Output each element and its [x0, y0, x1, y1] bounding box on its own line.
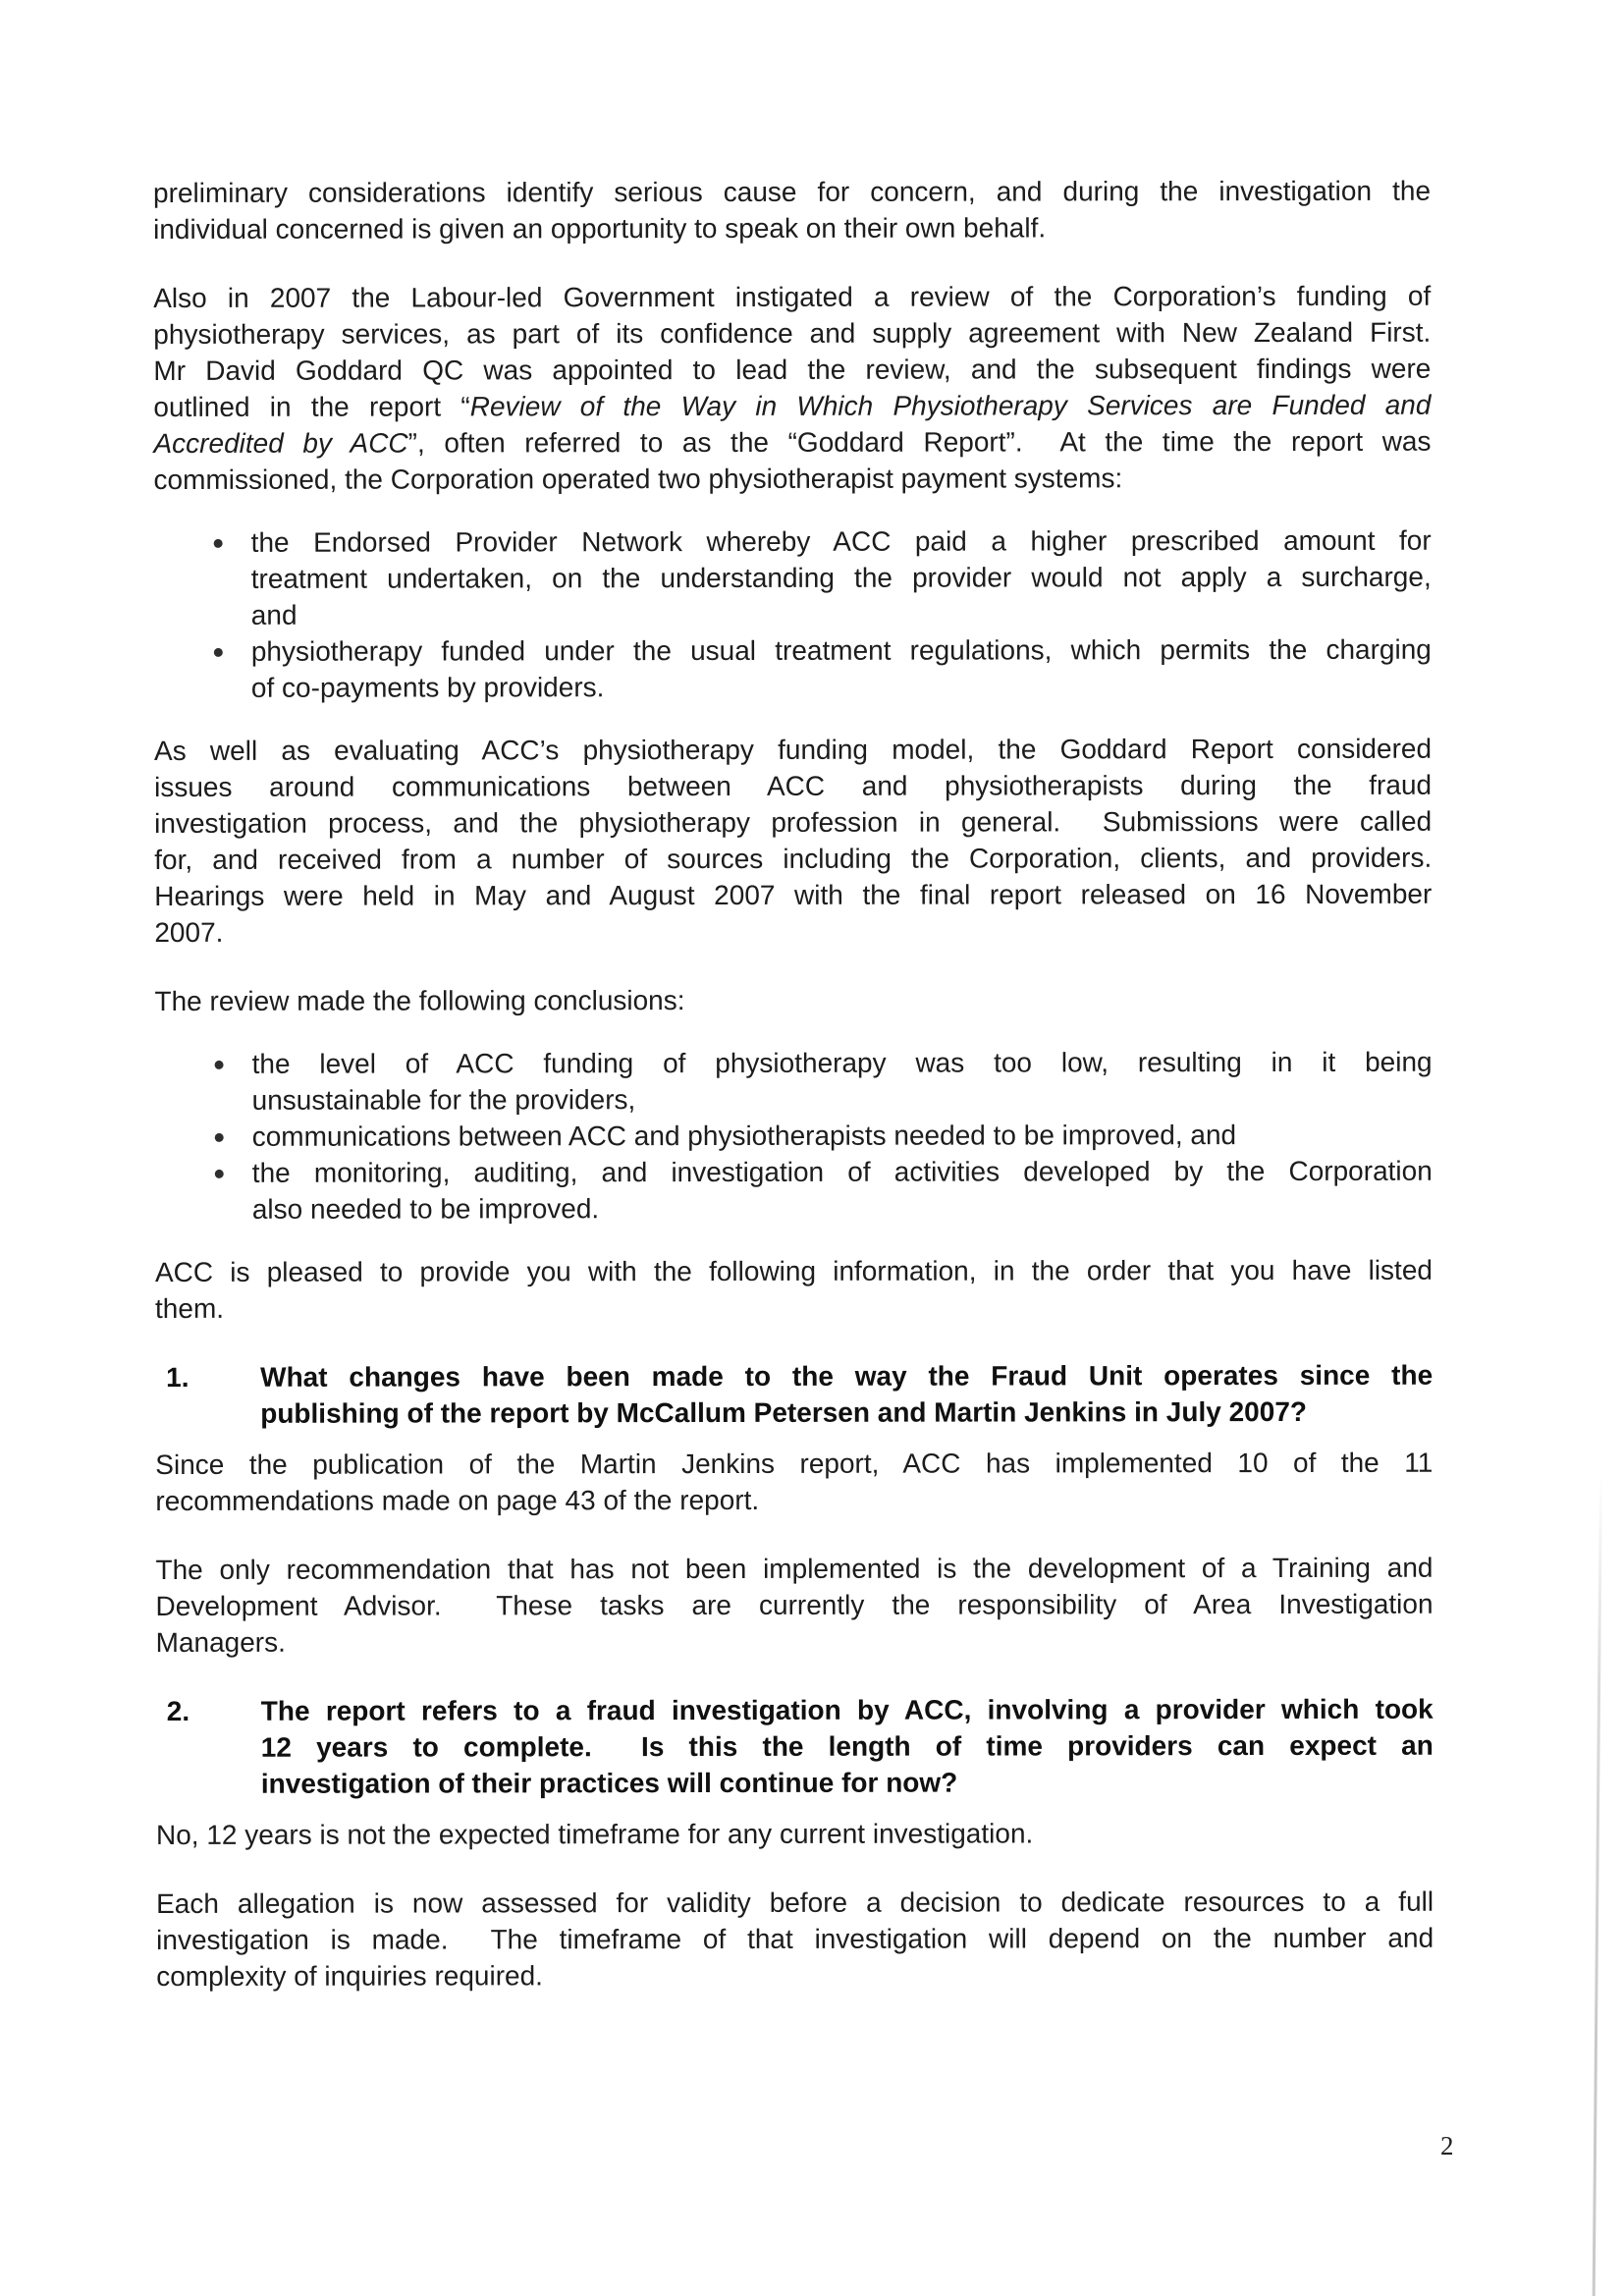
- bullet-text: [252, 1044, 1433, 1119]
- text-line: investigation process, and the physiotherapy profession in general. Submissions were called: [154, 805, 1433, 839]
- text-line: the level of ACC funding of physiotherapy was too low, resulting in it being: [251, 1046, 1433, 1079]
- question-number: 1.: [166, 1361, 189, 1393]
- bullet-icon: [215, 1133, 224, 1142]
- text-line: Also in 2007 the Labour-led Government instigated a review of the Corporation’s funding of: [153, 280, 1432, 313]
- text-line: No, 12 years is not the expected timeframe for any current investigation.: [155, 1818, 1034, 1850]
- question-number: 2.: [166, 1695, 190, 1726]
- bullet-marker: [154, 633, 251, 706]
- paragraph: [153, 173, 1431, 247]
- text-line: unsustainable for the providers,: [251, 1084, 636, 1116]
- paragraph: [156, 1815, 1434, 1853]
- text-line: commissioned, the Corporation operated two physiotherapist payment systems:: [153, 463, 1123, 495]
- bullet-item: [155, 1044, 1433, 1119]
- text-line: Development Advisor. These tasks are currently the responsibility of Area Investigation: [155, 1588, 1434, 1621]
- paragraph: [155, 1550, 1433, 1661]
- bullet-item: [154, 522, 1432, 633]
- bullet-item: [154, 631, 1432, 706]
- text-line: The only recommendation that has not been implemented is the development of a Training and: [155, 1552, 1434, 1585]
- text-line: them.: [154, 1292, 225, 1324]
- question-heading: [155, 1357, 1433, 1432]
- text-line: 2007.: [154, 916, 224, 948]
- text-line: Hearings were held in May and August 2007 with the final report released on 16 November: [154, 878, 1433, 911]
- paragraph: [153, 278, 1431, 498]
- text-line: the monitoring, auditing, and investigation of activities developed by the Corporation: [251, 1155, 1433, 1188]
- text-line: of co-payments by providers.: [250, 672, 605, 703]
- bullet-text: [252, 1153, 1433, 1228]
- text-line: treatment undertaken, on the understanding the provider would not apply a surcharge,: [250, 561, 1432, 594]
- text-line: What changes have been made to the way the Fraud Unit operates since the: [260, 1359, 1434, 1393]
- text-line: recommendations made on page 43 of the report.: [155, 1484, 760, 1516]
- text-line: outlined in the report “Review of the Way in Which Physiotherapy Services are Funded and: [153, 389, 1432, 422]
- text-line: and: [250, 599, 298, 630]
- text-line: Each allegation is now assessed for validity before a decision to dedicate resources to a full: [156, 1886, 1434, 1919]
- text-line: communications between ACC and physiotherapists needed to be improved, and: [251, 1120, 1237, 1152]
- text-line: preliminary considerations identify serious cause for concern, and during the investigation the: [153, 175, 1432, 208]
- question-text: [260, 1357, 1433, 1432]
- bullet-text: [252, 1117, 1433, 1155]
- text-line: also needed to be improved.: [251, 1193, 600, 1225]
- bullet-text: [251, 631, 1432, 706]
- bullet-marker: [154, 524, 251, 633]
- bullet-item: [155, 1153, 1433, 1228]
- bullet-marker: [155, 1119, 252, 1155]
- paragraph: [154, 981, 1432, 1019]
- text-line: for, and received from a number of sources including the Corporation, clients, and providers.: [154, 842, 1433, 875]
- bullet-icon: [214, 648, 223, 657]
- paragraph: [155, 1252, 1433, 1327]
- bullet-icon: [214, 539, 223, 548]
- text-line: complexity of inquiries required.: [156, 1960, 543, 1992]
- question-text: [261, 1691, 1434, 1802]
- question-heading: [156, 1691, 1434, 1802]
- text-line: Since the publication of the Martin Jenkins report, ACC has implemented 10 of the 11: [155, 1447, 1434, 1480]
- bullet-list: [154, 522, 1432, 706]
- text-line: investigation is made. The timeframe of that investigation will depend on the number and: [156, 1922, 1434, 1955]
- text-line: physiotherapy funded under the usual treatment regulations, which permits the charging: [250, 633, 1432, 667]
- bullet-text: [251, 522, 1432, 633]
- text-line: The report refers to a fraud investigation by ACC, involving a provider which took: [260, 1693, 1434, 1726]
- text-line: As well as evaluating ACC’s physiotherapy funding model, the Goddard Report considered: [153, 733, 1433, 766]
- scan-artifact-line: [1593, 1473, 1602, 2296]
- text-line: Accredited by ACC”, often referred to as the “Goddard Report”. At the time the report was: [153, 425, 1432, 459]
- document-body: [153, 173, 1434, 1995]
- text-line: individual concerned is given an opportunity to speak on their own behalf.: [153, 212, 1047, 245]
- text-line: investigation of their practices will continue for now?: [260, 1767, 958, 1799]
- paragraph: [154, 731, 1432, 951]
- text-line: physiotherapy services, as part of its confidence and supply agreement with New Zealand First.: [153, 316, 1432, 350]
- page-number: 2: [1440, 2131, 1454, 2160]
- bullet-item: [155, 1117, 1433, 1155]
- bullet-marker: [155, 1046, 252, 1119]
- text-line: publishing of the report by McCallum Petersen and Martin Jenkins in July 2007?: [260, 1395, 1308, 1429]
- text-line: the Endorsed Provider Network whereby ACC paid a higher prescribed amount for: [250, 524, 1432, 558]
- paragraph: [156, 1884, 1434, 1995]
- text-line: Mr David Goddard QC was appointed to lead the review, and the subsequent findings were: [153, 353, 1432, 386]
- bullet-icon: [215, 1061, 224, 1069]
- paragraph: [155, 1445, 1433, 1519]
- bullet-list: [155, 1044, 1433, 1228]
- text-line: 12 years to complete. Is this the length of time providers can expect an: [260, 1729, 1434, 1763]
- bullet-marker: [155, 1155, 252, 1228]
- text-line: The review made the following conclusions:: [154, 985, 685, 1016]
- text-line: ACC is pleased to provide you with the following information, in the order that you have listed: [154, 1254, 1433, 1287]
- text-line: Managers.: [155, 1626, 286, 1658]
- text-line: issues around communications between ACC and physiotherapists during the fraud: [154, 769, 1433, 802]
- bullet-icon: [215, 1170, 224, 1178]
